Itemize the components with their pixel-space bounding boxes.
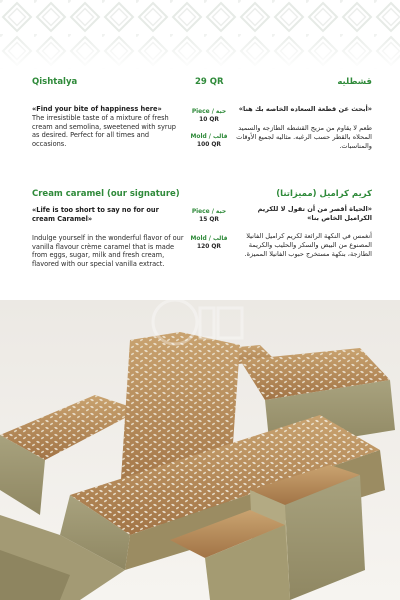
item2-mold-price xyxy=(188,236,230,251)
item2-piece-label: Piece / حبة xyxy=(191,209,227,215)
item1-tagline-en: «Find your bite of happiness here» xyxy=(32,105,162,113)
item1-title-en: Qishtalya xyxy=(32,77,78,87)
item1-description-en: The irresistible taste of a mixture of fresh cream and semolina, sweetened with syrup as desired. Perfect for all times and occasions. xyxy=(32,114,176,148)
item1-description-ar: طعم لا يقاوم من مزيج القشطه الطازجه والسميد المحلاه بالقطر حسب الرغبه. مثاليه لجميع الأوقات والمناسبات. xyxy=(236,124,372,150)
item1-tagline-ar: «أبحث عن قطعة السعاده الخاصه بك هنا» xyxy=(238,105,372,113)
item2-tagline-ar: «الحياة أقصر من أن تقول لا للكريم الكراميل الخاص بنا» xyxy=(257,205,372,222)
item1-title-ar: قشطليه xyxy=(337,77,372,87)
item2-title-en: Cream caramel (our signature) xyxy=(32,189,180,199)
item2-tagline-en: «Life is too short to say no for our cream Caramel» xyxy=(32,206,159,223)
item2-piece-price xyxy=(188,209,230,224)
item1-mold-price xyxy=(188,134,230,149)
item2-description-en: Indulge yourself in the wonderful flavor of our vanilla flavour crème caramel that is made from eggs, sugar, milk and fresh cream, flavored with our special vanilla extract. xyxy=(32,234,184,268)
item1-piece-price xyxy=(188,109,230,124)
item2-piece-value: 15 QR xyxy=(199,216,219,223)
item1-piece-value: 10 QR xyxy=(199,116,219,123)
item2-mold-label: Mold / قالب xyxy=(190,236,228,242)
item1-mold-label: Mold / قالب xyxy=(190,134,228,140)
product-photo xyxy=(0,300,400,600)
item2-mold-value: 120 QR xyxy=(197,243,221,250)
item2-title-ar: كريم كراميل (مميزاتنا) xyxy=(276,189,372,199)
item1-mold-value: 100 QR xyxy=(197,141,221,148)
item1-piece-label: Piece / حبة xyxy=(191,109,227,115)
item2-description-ar: أنغمس في النكهة الرائعة لكريم كراميل الفانيلا المصنوع من البيض والسكر والحليب والكريمة الطازجة، بنكهة مستخرج حبوب الفانيلا المميزة. xyxy=(244,232,372,258)
item1-price: 29 QR xyxy=(195,77,224,87)
